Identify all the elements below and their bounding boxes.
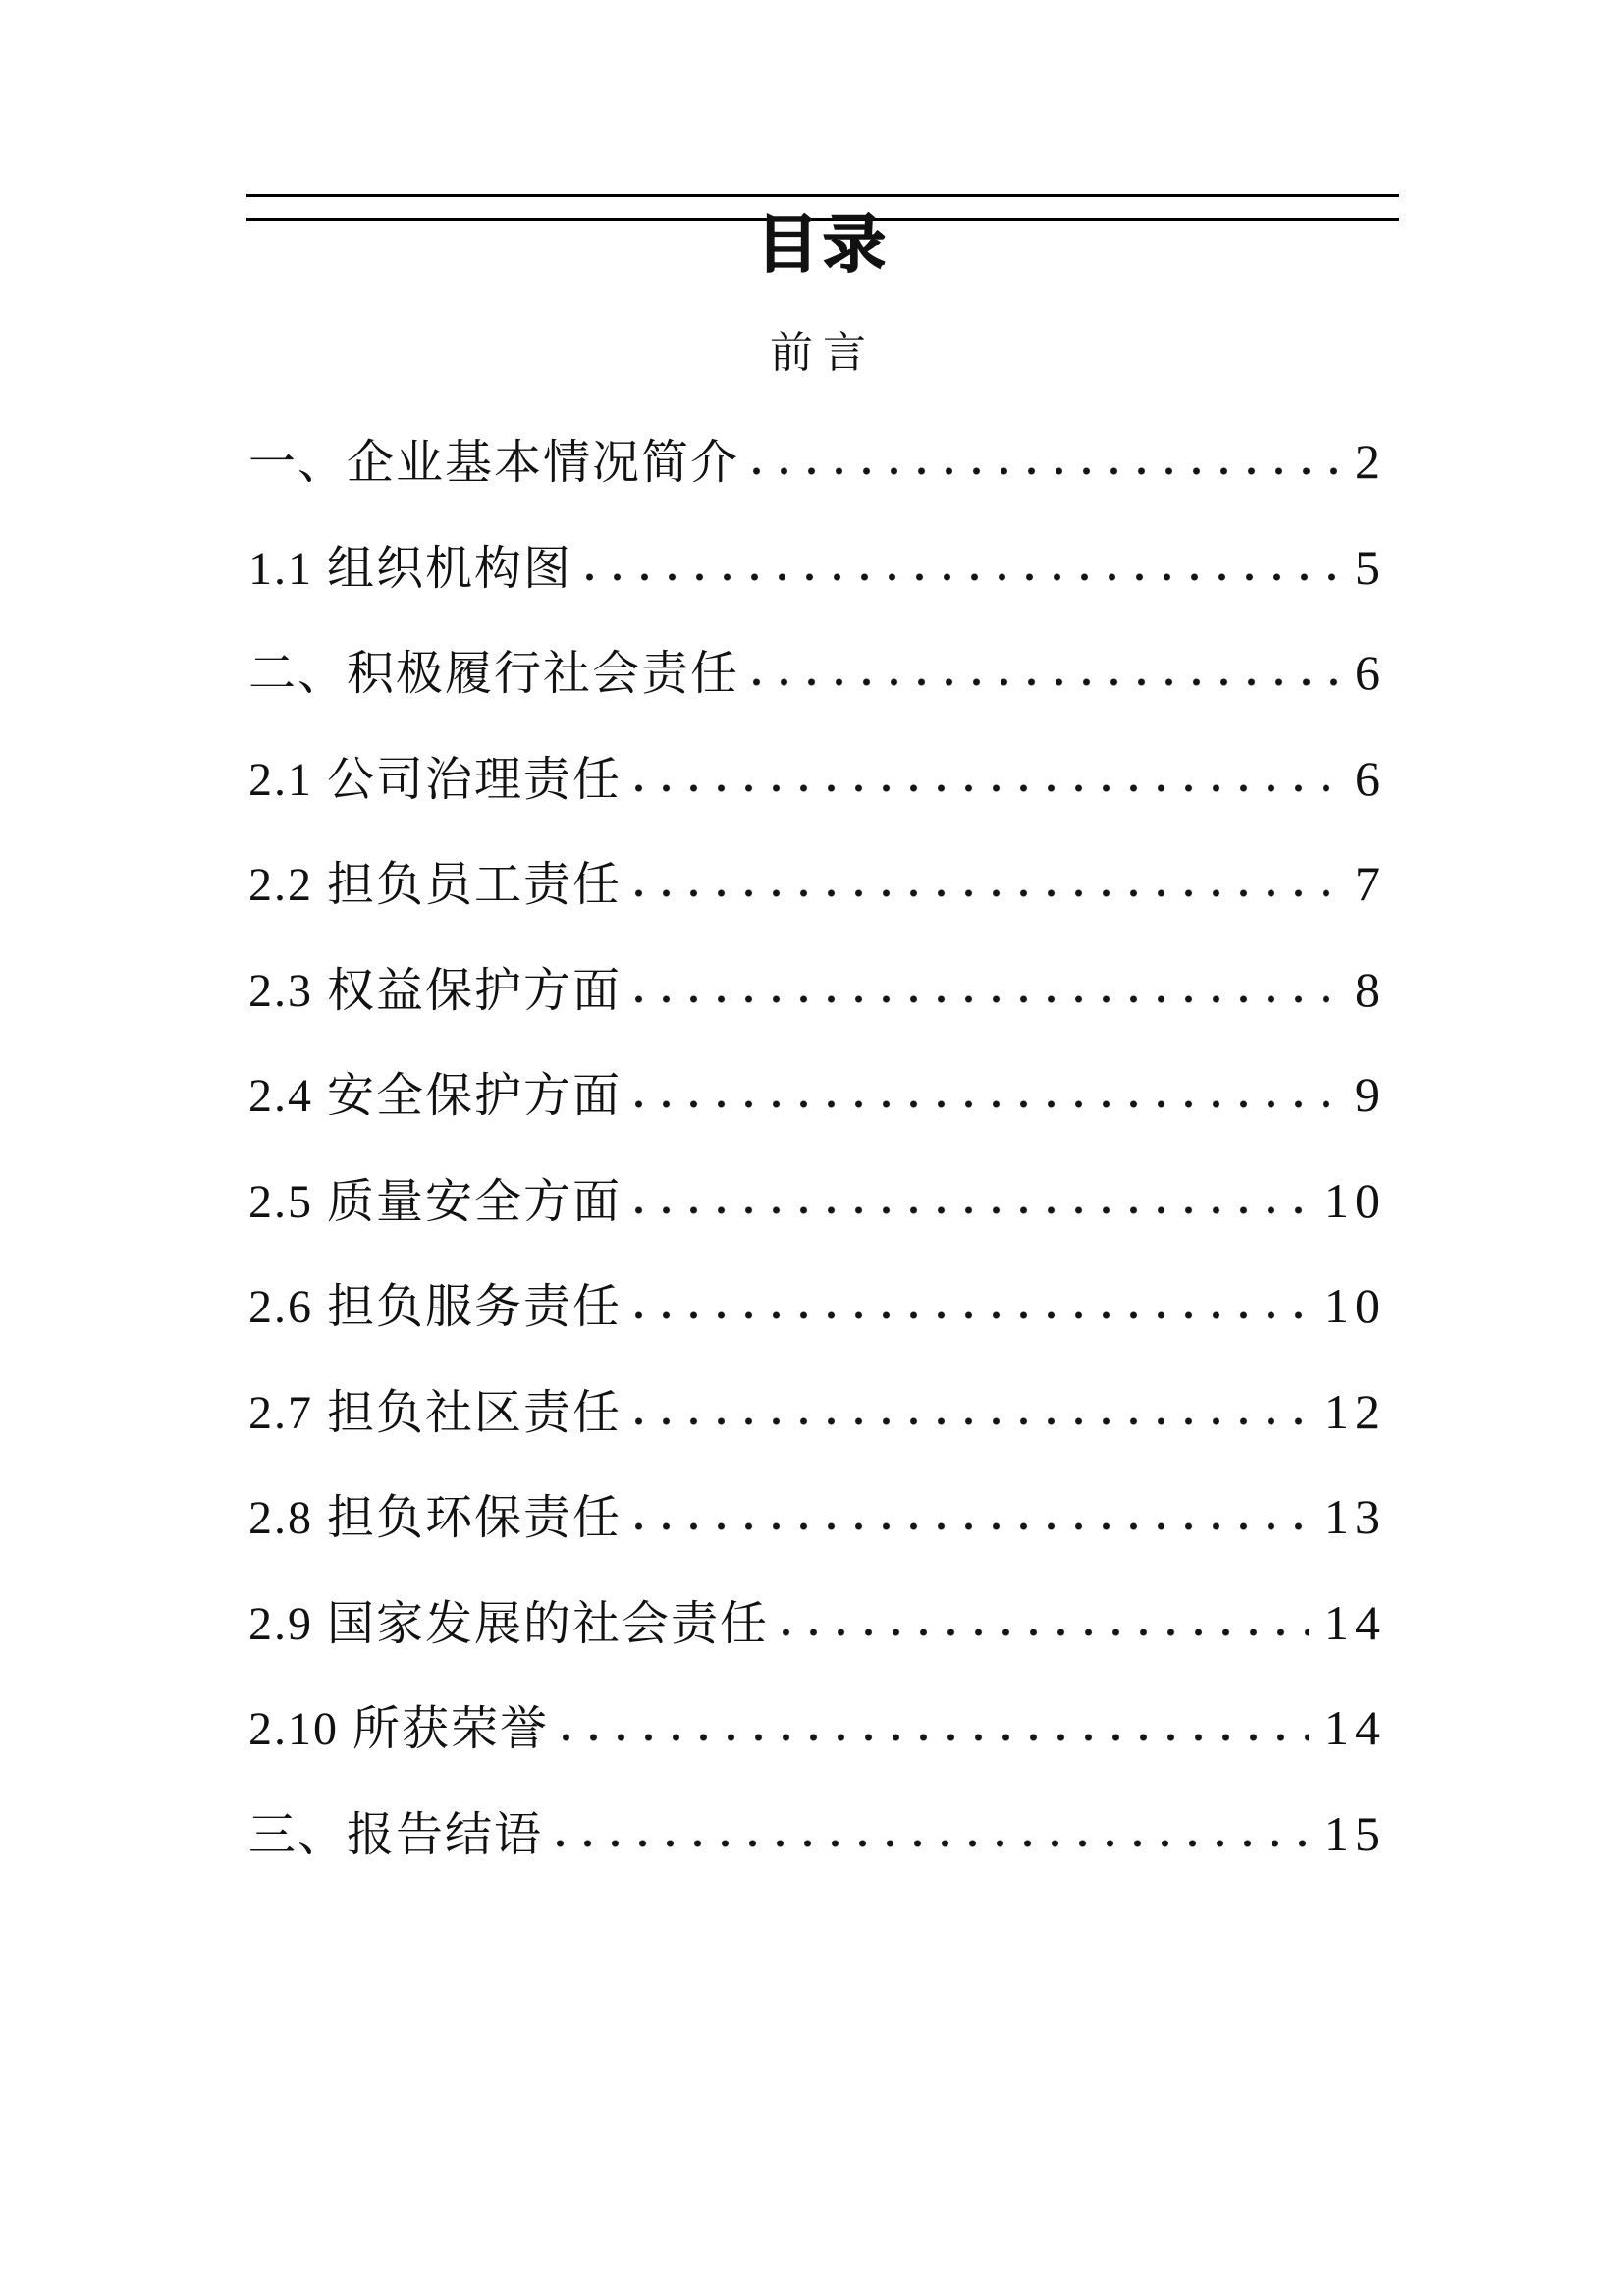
toc-entry[interactable] (248, 1254, 1385, 1360)
toc-title: 目录 (756, 209, 890, 280)
toc-dot-leader (635, 782, 1339, 795)
toc-entry-page-number: 10 (1325, 1278, 1385, 1333)
toc-dot-leader (753, 465, 1339, 478)
header-rule-top (246, 194, 1399, 197)
toc-dot-leader (753, 676, 1339, 689)
toc-dot-leader (635, 887, 1339, 900)
toc-entry-label: 2.5 质量安全方面 (248, 1175, 623, 1228)
toc-entry-label: 2.3 权益保护方面 (248, 964, 623, 1017)
toc-entry-page-number: 6 (1355, 750, 1385, 806)
toc-dot-leader (635, 993, 1339, 1006)
toc-entry-page-number: 5 (1355, 539, 1385, 595)
toc-dot-leader (635, 1204, 1309, 1217)
toc-entry-label: 2.2 担负员工责任 (248, 859, 623, 911)
toc-entry-label: 二、积极履行社会责任 (248, 648, 740, 700)
toc-entry[interactable] (248, 409, 1385, 515)
toc-entry-page-number: 13 (1325, 1489, 1385, 1544)
preface-heading: 前言 (770, 329, 876, 377)
toc-entry-page-number: 7 (1355, 856, 1385, 911)
toc-entry[interactable] (248, 937, 1385, 1043)
toc-entry-label: 三、报告结语 (248, 1808, 544, 1861)
toc-entry[interactable] (248, 515, 1385, 621)
toc-entry[interactable] (248, 1676, 1385, 1782)
toc-entry[interactable] (248, 726, 1385, 832)
toc-entry-label: 2.9 国家发展的社会责任 (248, 1597, 770, 1650)
toc-entry-label: 2.8 担负环保责任 (248, 1492, 623, 1544)
toc-entry-page-number: 9 (1355, 1067, 1385, 1122)
toc-entry-label: 2.7 担负社区责任 (248, 1386, 623, 1439)
toc-entry-page-number: 8 (1355, 961, 1385, 1017)
toc-entry[interactable] (248, 1042, 1385, 1148)
toc-list (248, 409, 1385, 1887)
toc-entry-page-number: 10 (1325, 1172, 1385, 1228)
toc-entry[interactable] (248, 831, 1385, 937)
toc-dot-leader (586, 571, 1339, 584)
toc-entry-page-number: 12 (1325, 1383, 1385, 1439)
toc-entry-label: 2.6 担负服务责任 (248, 1281, 623, 1333)
toc-dot-leader (635, 1098, 1339, 1111)
toc-dot-leader (635, 1521, 1309, 1533)
toc-dot-leader (783, 1627, 1309, 1639)
toc-entry-label: 2.10 所获荣誉 (248, 1703, 550, 1755)
toc-dot-leader (563, 1732, 1309, 1744)
toc-entry-page-number: 2 (1355, 434, 1385, 489)
toc-entry-page-number: 14 (1325, 1700, 1385, 1755)
toc-entry[interactable] (248, 620, 1385, 726)
toc-entry-label: 1.1 组织机构图 (248, 542, 573, 595)
toc-entry[interactable] (248, 1360, 1385, 1466)
toc-dot-leader (635, 1309, 1309, 1322)
toc-entry-label: 2.4 安全保护方面 (248, 1070, 623, 1122)
toc-entry-label: 2.1 公司治理责任 (248, 753, 623, 806)
toc-entry[interactable] (248, 1782, 1385, 1888)
toc-entry[interactable] (248, 1571, 1385, 1677)
toc-entry-page-number: 6 (1355, 645, 1385, 700)
toc-dot-leader (557, 1838, 1309, 1850)
toc-entry-page-number: 14 (1325, 1594, 1385, 1650)
toc-entry-page-number: 15 (1325, 1805, 1385, 1861)
toc-entry[interactable] (248, 1465, 1385, 1571)
toc-entry[interactable] (248, 1148, 1385, 1255)
toc-entry-label: 一、企业基本情况简介 (248, 437, 740, 489)
toc-dot-leader (635, 1415, 1309, 1428)
